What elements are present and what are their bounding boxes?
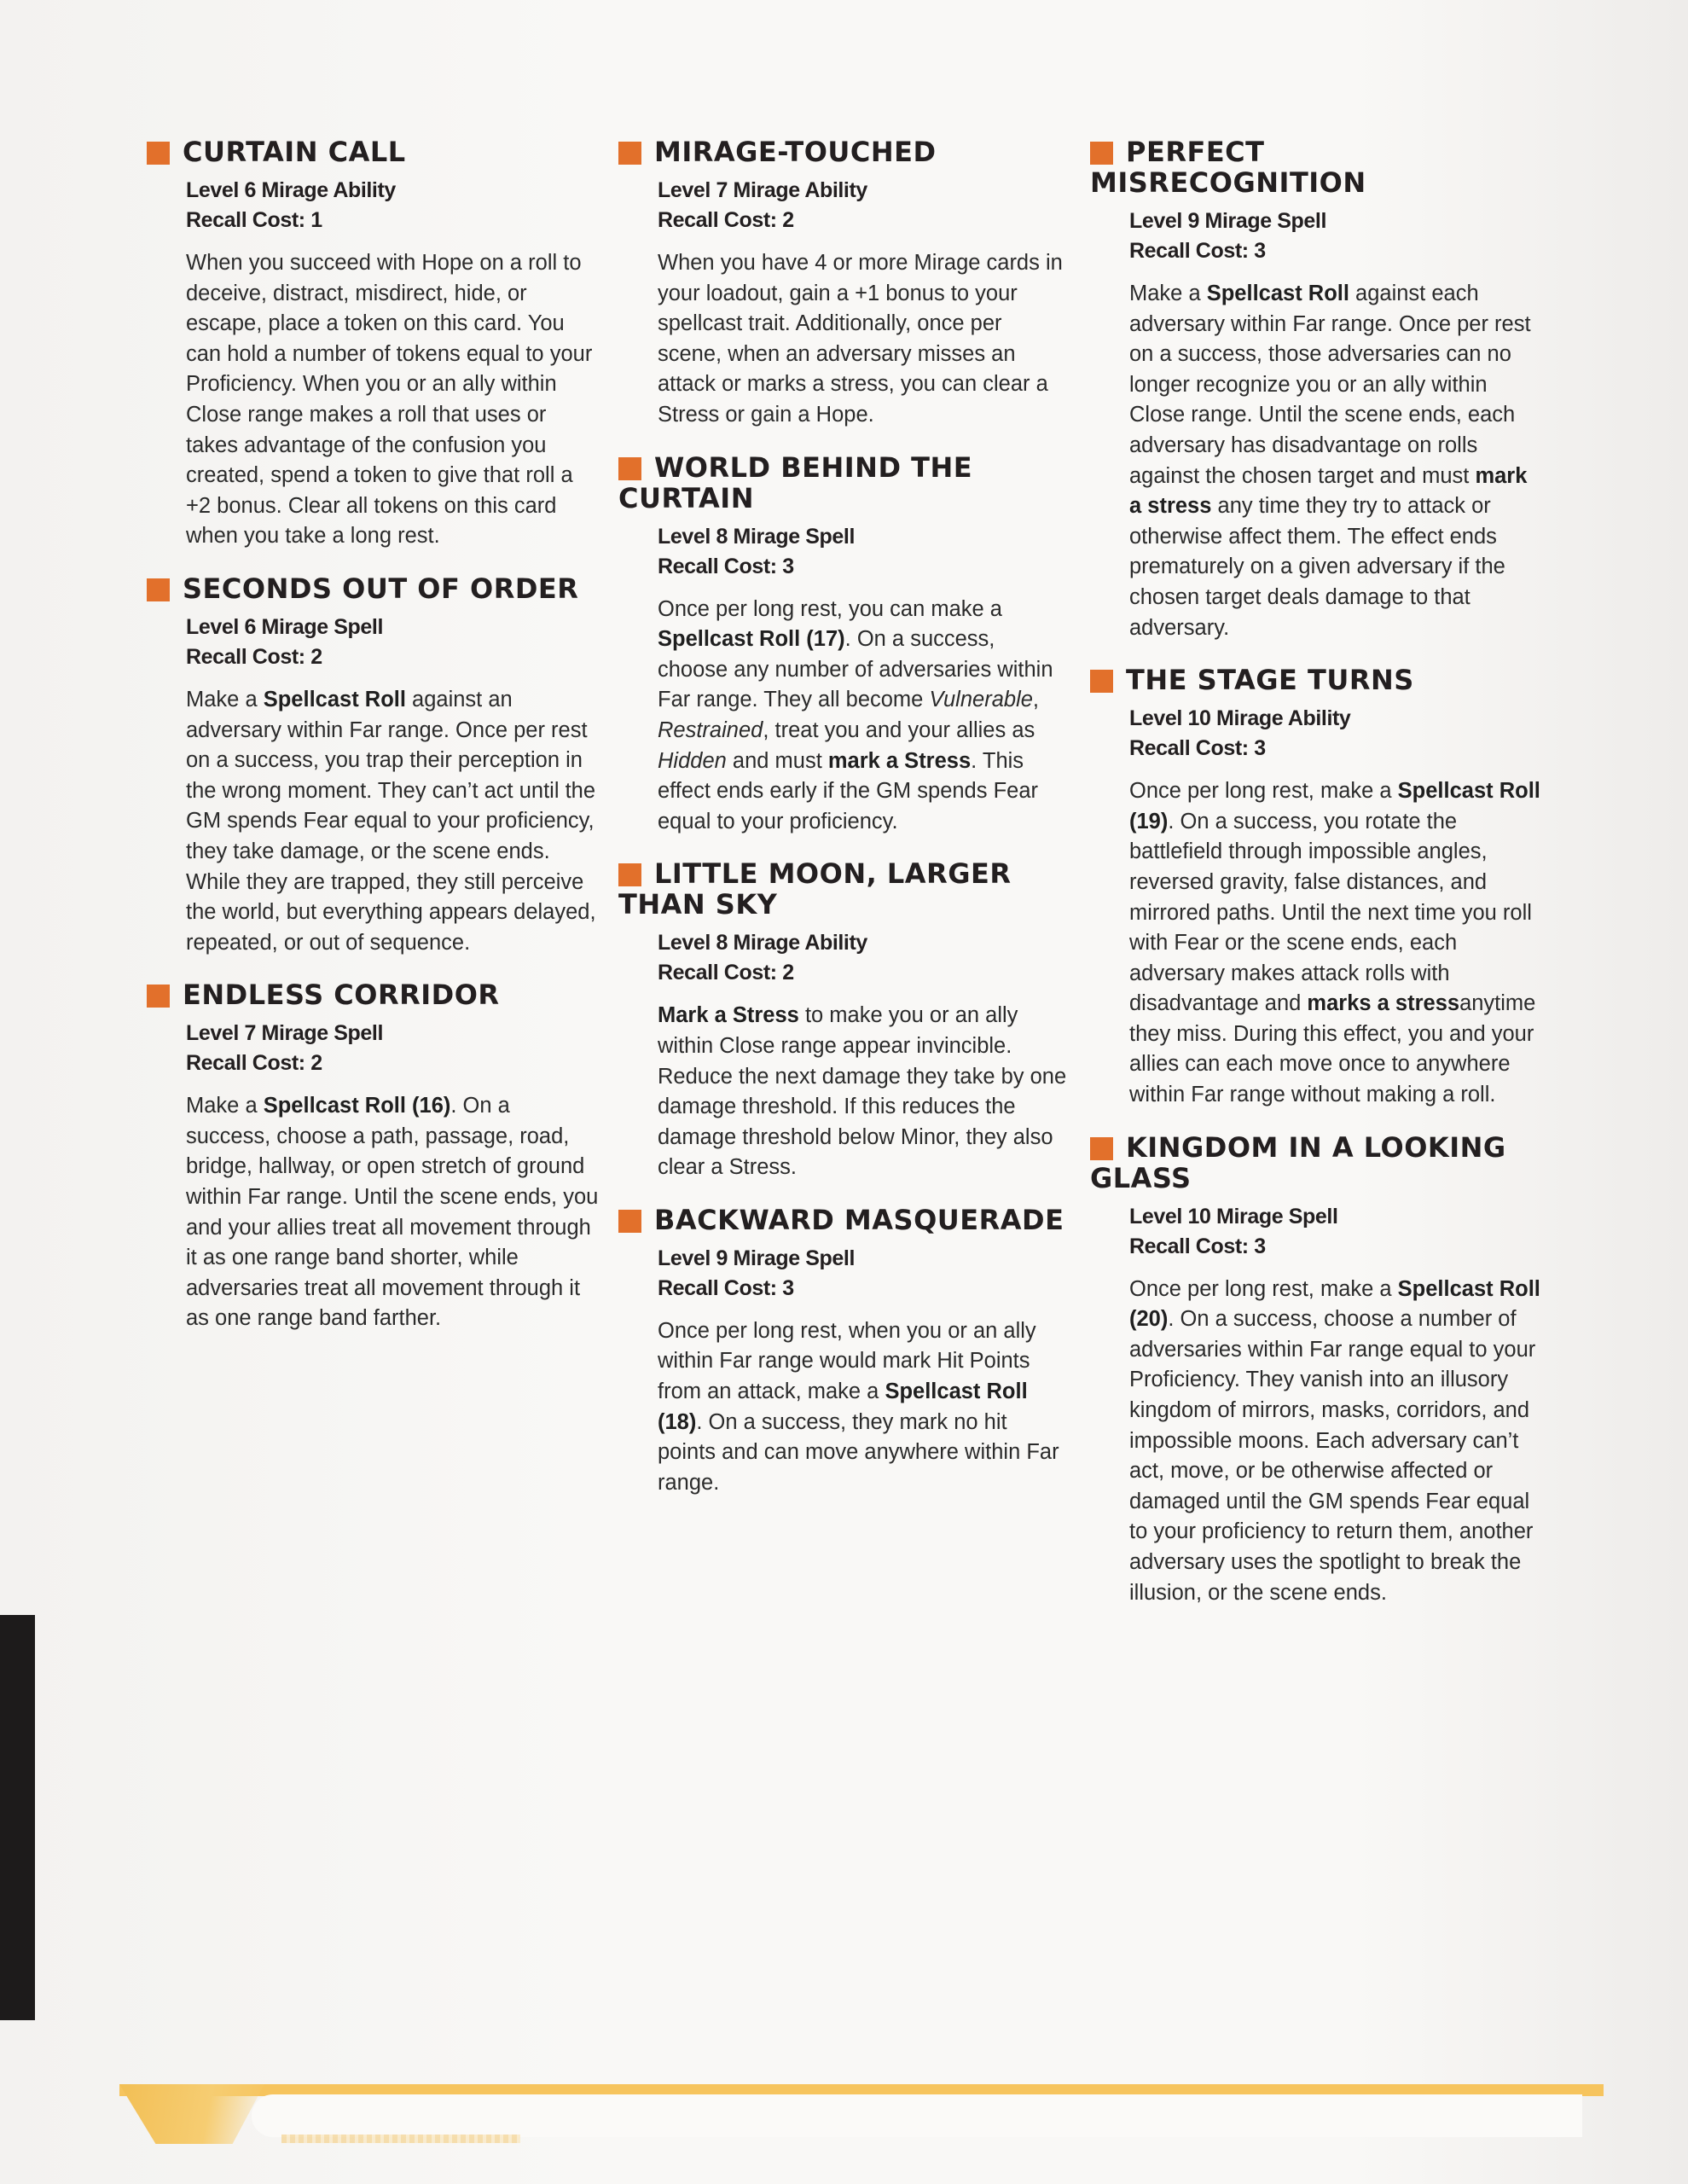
card-body xyxy=(658,1316,1070,1499)
text-run: any time they try to attack or otherwise affect them. The effect ends prematurely on a given adversary if the chosen target deals damage to that adversary. xyxy=(1129,494,1505,640)
card-title-text: BACKWARD MASQUERADE xyxy=(654,1203,1064,1236)
card-level: Level 7 Mirage Ability xyxy=(658,178,867,202)
card-body xyxy=(1129,1275,1542,1609)
card-title-text: SECONDS OUT OF ORDER xyxy=(183,572,579,605)
orange-square-icon xyxy=(147,578,170,601)
italic-text-run: Restrained xyxy=(658,717,763,742)
card-title xyxy=(618,136,1070,167)
card-title-text: WORLD BEHIND THE CURTAIN xyxy=(618,450,973,514)
text-run: . On a success, choose any number of adversaries within Far range. They all become xyxy=(658,627,1053,712)
card-recall-cost: Recall Cost: 3 xyxy=(1129,1234,1266,1258)
text-run: . This effect ends early if the GM spends Fear equal to your proficiency. xyxy=(658,748,1039,834)
column-middle xyxy=(618,136,1070,1519)
card-body xyxy=(658,1001,1070,1183)
ability-card xyxy=(618,452,1070,838)
text-run: , treat you and your allies as xyxy=(763,717,1035,742)
card-recall-cost: Recall Cost: 3 xyxy=(658,1275,794,1300)
card-meta xyxy=(658,522,1070,582)
bold-text-run: mark a stress xyxy=(1129,463,1528,519)
ability-card xyxy=(618,858,1070,1183)
card-level: Level 10 Mirage Ability xyxy=(1129,706,1351,731)
card-recall-cost: Recall Cost: 2 xyxy=(658,961,794,985)
card-title xyxy=(147,573,599,604)
orange-square-icon xyxy=(1090,142,1113,165)
text-run: . On a success, choose a path, passage, road, bridge, hallway, or open stretch of ground within Far range. Until the scene ends, you and your allies treat all movement through it as one range band shorter, while adversaries treat all movement through it as one range band farther. xyxy=(186,1094,599,1331)
bold-text-run: Spellcast Roll (18) xyxy=(658,1380,1028,1434)
card-level: Level 6 Mirage Spell xyxy=(186,614,383,639)
orange-square-icon xyxy=(1090,670,1113,693)
text-run: . On a success, they mark no hit points and can move anywhere within Far range. xyxy=(658,1409,1059,1495)
card-level: Level 8 Mirage Spell xyxy=(658,524,855,549)
card-title-text: ENDLESS CORRIDOR xyxy=(183,979,500,1012)
card-title-text: LITTLE MOON, LARGER THAN SKY xyxy=(618,857,1012,921)
orange-square-icon xyxy=(618,1210,641,1233)
card-meta xyxy=(658,928,1070,988)
orange-square-icon xyxy=(618,863,641,886)
bold-text-run: Spellcast Roll (17) xyxy=(658,627,845,652)
card-title-text: CURTAIN CALL xyxy=(183,136,406,168)
card-level: Level 10 Mirage Spell xyxy=(1129,1204,1338,1228)
text-run: . On a success, choose a number of adversaries within Far range equal to your Proficiency. They vanish into an illusory kingdom of mirrors, masks, corridors, and impossible moons. Each adversary can’t act, move, or be otherwise affected or damaged until the GM spends Fear equal to your proficiency to return them, another adversary uses the spotlight to break the illusion, or the scene ends. xyxy=(1129,1307,1536,1605)
card-body xyxy=(186,685,599,958)
text-run: Once per long rest, make a xyxy=(1129,779,1398,804)
card-title xyxy=(147,136,599,167)
card-level: Level 6 Mirage Ability xyxy=(186,178,396,202)
text-run: against an adversary within Far range. Once per rest on a success, you trap their perception in the wrong moment. They can’t act until the GM spends Fear equal to your proficiency, they take damage, or the scene ends. While they are trapped, they still perceive the world, but everything appears delayed, repeated, or out of sequence. xyxy=(186,687,596,955)
orange-square-icon xyxy=(1090,1137,1113,1160)
card-recall-cost: Recall Cost: 1 xyxy=(186,208,322,232)
ability-card xyxy=(147,979,599,1334)
text-run: , xyxy=(1032,688,1040,712)
card-title xyxy=(618,1205,1070,1235)
card-recall-cost: Recall Cost: 2 xyxy=(186,1051,322,1076)
text-run: Make a xyxy=(186,1094,264,1118)
text-run: Once per long rest, make a xyxy=(1129,1276,1398,1301)
orange-square-icon xyxy=(618,142,641,165)
bold-text-run: marks a stress xyxy=(1307,991,1460,1016)
footer-texture xyxy=(281,2135,520,2143)
card-recall-cost: Recall Cost: 2 xyxy=(658,208,794,232)
card-meta xyxy=(658,1244,1070,1304)
card-title-text: MIRAGE-TOUCHED xyxy=(654,136,937,168)
card-meta xyxy=(186,1019,599,1078)
card-meta xyxy=(1129,704,1542,764)
card-recall-cost: Recall Cost: 3 xyxy=(1129,239,1266,263)
ability-card xyxy=(1090,1132,1542,1609)
bold-text-run: Spellcast Roll (16) xyxy=(263,1094,451,1118)
ability-card xyxy=(1090,136,1542,643)
card-meta xyxy=(1129,206,1542,266)
card-meta xyxy=(186,176,599,235)
text-run: Make a xyxy=(186,687,264,712)
bold-text-run: Mark a Stress xyxy=(658,1003,799,1028)
text-run: to make you or an ally within Close range appear invincible. Reduce the next damage they take by one damage threshold. If this reduces the damage threshold below Minor, they also clear a Stress. xyxy=(658,1003,1067,1180)
card-recall-cost: Recall Cost: 2 xyxy=(186,644,322,669)
column-left xyxy=(147,136,599,1356)
chapter-side-tab xyxy=(0,1615,35,2020)
text-run: Once per long rest, when you or an ally within Far range would mark Hit Points from an attack, make a xyxy=(658,1318,1036,1404)
card-meta xyxy=(186,613,599,672)
bold-text-run: Spellcast Roll (19) xyxy=(1129,779,1540,834)
card-title xyxy=(1090,1132,1542,1194)
ability-card xyxy=(147,136,599,552)
bold-text-run: Spellcast Roll xyxy=(263,687,406,712)
text-run: Make a xyxy=(1129,282,1207,305)
card-title xyxy=(1090,665,1542,695)
card-title-text: PERFECT MISRECOGNITION xyxy=(1090,136,1366,199)
card-recall-cost: Recall Cost: 3 xyxy=(1129,736,1266,761)
card-level: Level 9 Mirage Spell xyxy=(658,1246,855,1270)
ability-card xyxy=(618,1205,1070,1499)
bold-text-run: Spellcast Roll (20) xyxy=(1129,1276,1540,1332)
text-run: and must xyxy=(726,748,828,773)
italic-text-run: Hidden xyxy=(658,748,727,773)
card-level: Level 9 Mirage Spell xyxy=(1129,209,1326,233)
card-body xyxy=(658,595,1070,838)
card-level: Level 8 Mirage Ability xyxy=(658,931,867,956)
card-meta xyxy=(658,176,1070,235)
card-body xyxy=(658,248,1070,431)
card-body xyxy=(186,248,599,552)
ability-card xyxy=(618,136,1070,431)
orange-square-icon xyxy=(618,457,641,480)
card-recall-cost: Recall Cost: 3 xyxy=(658,554,794,578)
text-run: against each adversary within Far range. Once per rest on a success, those adversaries can no longer recognize you or an ally within Close range. Until the scene ends, each adversary has disadvantage on rolls against the chosen target and must xyxy=(1129,282,1531,488)
column-right xyxy=(1090,136,1542,1629)
card-level: Level 7 Mirage Spell xyxy=(186,1021,383,1046)
bold-text-run: Spellcast Roll xyxy=(1206,282,1349,305)
card-body xyxy=(186,1091,599,1334)
card-title-text: THE STAGE TURNS xyxy=(1126,664,1414,697)
text-run: anytime they miss. During this effect, you and your allies can each move once to anywhere within Far range without making a roll. xyxy=(1129,991,1536,1107)
card-title xyxy=(1090,136,1542,198)
text-run: . On a success, you rotate the battlefield through impossible angles, reversed gravity, false distances, and mirrored paths. Until the next time you roll with Fear or the scene ends, each adversary makes attack rolls with disadvantage and xyxy=(1129,809,1532,1016)
card-body xyxy=(1129,776,1542,1111)
card-body xyxy=(1129,279,1542,643)
card-meta xyxy=(1129,1202,1542,1262)
orange-square-icon xyxy=(147,142,170,165)
ability-card xyxy=(1090,665,1542,1111)
text-run: When you have 4 or more Mirage cards in your loadout, gain a +1 bonus to your spellcast trait. Additionally, once per scene, when an adversary misses an attack or marks a stress, you can clear a Stress or gain a Hope. xyxy=(658,251,1063,427)
orange-square-icon xyxy=(147,985,170,1008)
card-title xyxy=(147,979,599,1010)
card-title-text: KINGDOM IN A LOOKING GLASS xyxy=(1090,1130,1506,1194)
footer-page-pill xyxy=(252,2094,1582,2137)
ability-card xyxy=(147,573,599,958)
text-run: Once per long rest, you can make a xyxy=(658,596,1002,621)
bold-text-run: mark a Stress xyxy=(827,748,972,773)
card-title xyxy=(618,858,1070,920)
italic-text-run: Vulnerable xyxy=(929,688,1033,712)
card-title xyxy=(618,452,1070,514)
text-run: When you succeed with Hope on a roll to deceive, distract, misdirect, hide, or escape, place a token on this card. You can hold a number of tokens equal to your Proficiency. When you or an ally within Close range makes a roll that uses or takes advantage of the confusion you created, spend a token to give that roll a +2 bonus. Clear all tokens on this card when you take a long rest. xyxy=(186,251,593,549)
